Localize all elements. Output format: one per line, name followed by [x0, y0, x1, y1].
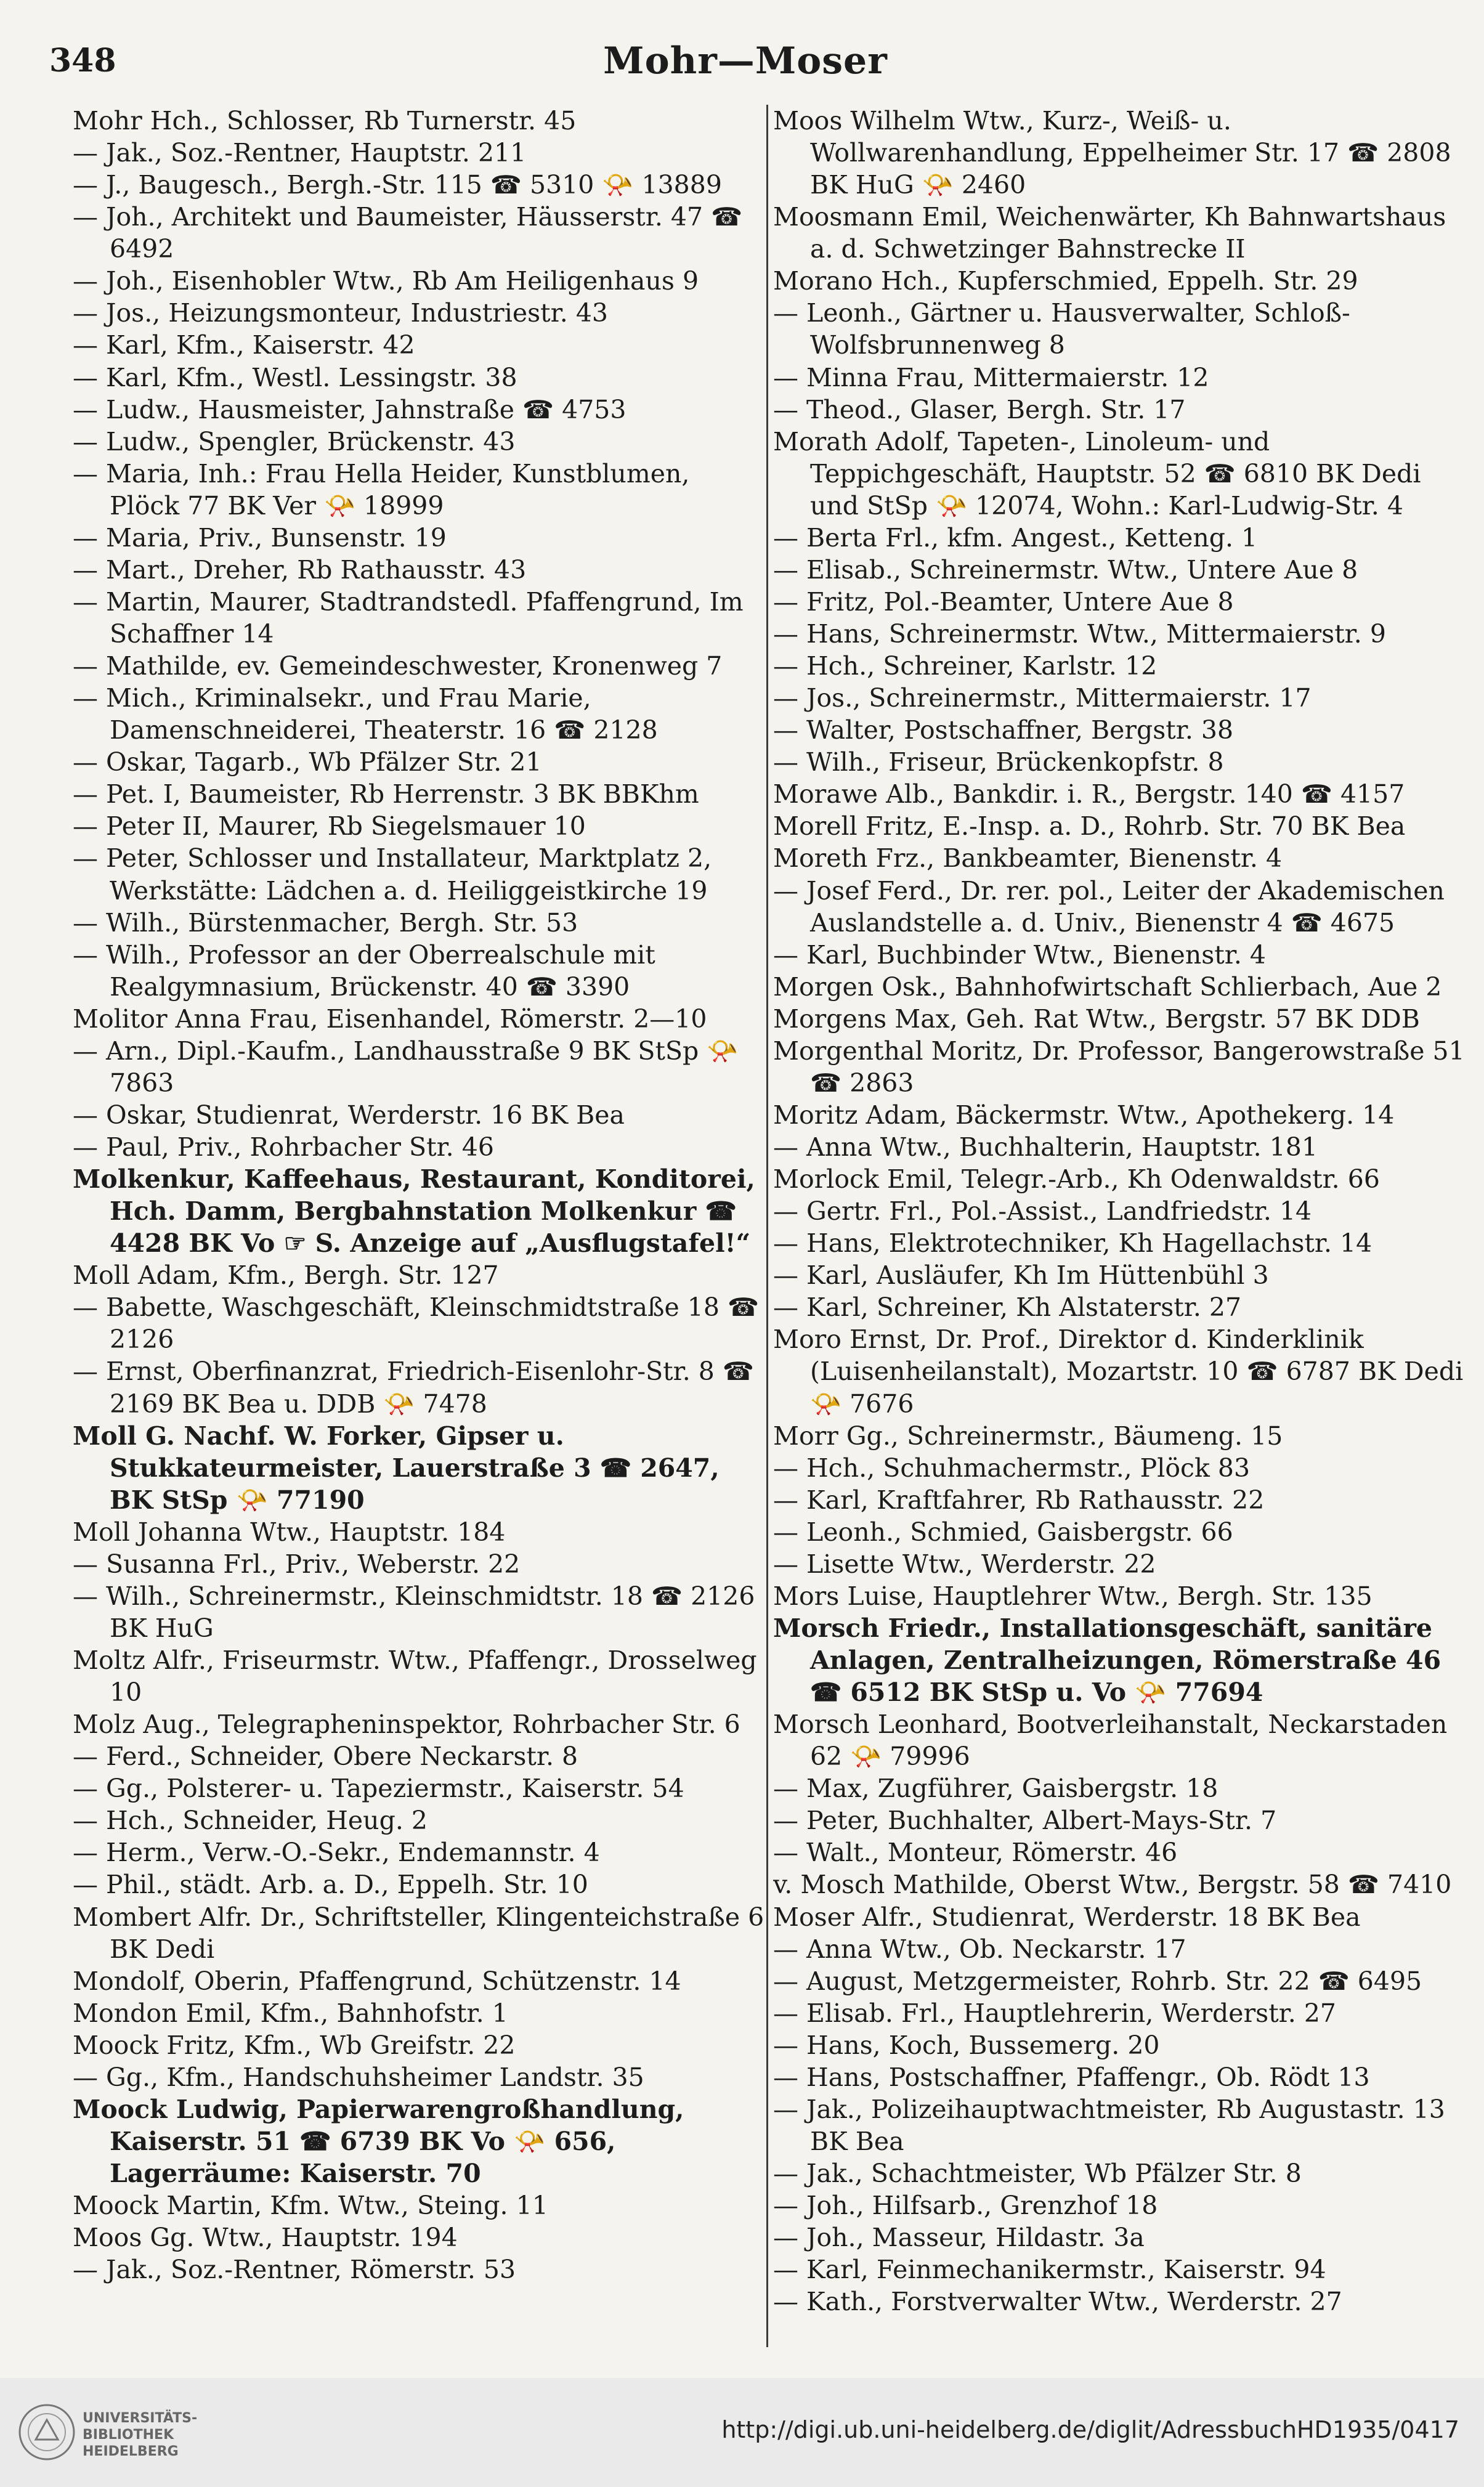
directory-entry: — Elisab. Frl., Hauptlehrerin, Werderstr. 27 [773, 1998, 1337, 2028]
directory-entry: v. Mosch Mathilde, Oberst Wtw., Bergstr. 58 ☎ 7410 [773, 1870, 1452, 1900]
directory-entry: — Gg., Kfm., Handschuhsheimer Landstr. 35 [73, 2062, 644, 2092]
directory-entry: — Walter, Postschaffner, Bergstr. 38 [773, 715, 1234, 745]
directory-entry: — Peter II, Maurer, Rb Siegelsmauer 10 [73, 811, 586, 842]
directory-entry: — Theod., Glaser, Bergh. Str. 17 [773, 394, 1186, 424]
directory-entry: — Joh., Eisenhobler Wtw., Rb Am Heiligenhaus 9 [73, 266, 699, 296]
directory-entry: Morsch Friedr., Installationsgeschäft, sanitäre Anlagen, Zentralheizungen, Römerstraße 46 ☎ 6512 BK StSp u. Vo 📯 77694 [773, 1613, 1441, 1708]
column-divider [766, 105, 768, 2347]
directory-entry: — Jak., Polizeihauptwachtmeister, Rb Augustastr. 13 BK Bea [773, 2094, 1445, 2156]
directory-entry: — Ludw., Hausmeister, Jahnstraße ☎ 4753 [73, 394, 626, 424]
directory-entry: Moosmann Emil, Weichenwärter, Kh Bahnwartshaus a. d. Schwetzinger Bahnstrecke II [773, 202, 1446, 264]
directory-entry: Mondon Emil, Kfm., Bahnhofstr. 1 [73, 1998, 508, 2028]
directory-entry: — Joh., Hilfsarb., Grenzhof 18 [773, 2191, 1158, 2221]
directory-entry: Mombert Alfr. Dr., Schriftsteller, Klingenteichstraße 6 BK Dedi [73, 1902, 764, 1964]
directory-entry: — Mart., Dreher, Rb Rathausstr. 43 [73, 554, 527, 585]
directory-entry: — Hch., Schneider, Heug. 2 [73, 1806, 428, 1836]
directory-entry: — Lisette Wtw., Werderstr. 22 [773, 1549, 1156, 1579]
source-url-link[interactable]: http://digi.ub.uni-heidelberg.de/diglit/AdressbuchHD1935/0417 [721, 2416, 1459, 2443]
directory-entry: — Martin, Maurer, Stadtrandstedl. Pfaffengrund, Im Schaffner 14 [73, 586, 744, 649]
directory-entry: — Jak., Soz.-Rentner, Römerstr. 53 [73, 2255, 516, 2285]
library-name-line: HEIDELBERG [83, 2444, 179, 2459]
directory-entry: — Leonh., Schmied, Gaisbergstr. 66 [773, 1517, 1233, 1547]
library-logo-icon [17, 2403, 76, 2462]
directory-entry: Moll Johanna Wtw., Hauptstr. 184 [73, 1517, 506, 1547]
page-title: Mohr—Moser [603, 39, 888, 83]
directory-entry: — Hans, Koch, Bussemerg. 20 [773, 2030, 1160, 2060]
directory-entry: — Jak., Soz.-Rentner, Hauptstr. 211 [73, 138, 527, 168]
directory-entry: Moos Wilhelm Wtw., Kurz-, Weiß- u. Wollwarenhandlung, Eppelheimer Str. 17 ☎ 2808 BK HuG 📯 2460 [773, 106, 1451, 200]
directory-entry: Molitor Anna Frau, Eisenhandel, Römerstr. 2—10 [73, 1004, 707, 1034]
directory-entry: — Fritz, Pol.-Beamter, Untere Aue 8 [773, 586, 1234, 617]
directory-entry: Moll G. Nachf. W. Forker, Gipser u. Stukkateurmeister, Lauerstraße 3 ☎ 2647, BK StSp 📯 77190 [73, 1421, 720, 1515]
directory-entry: Moock Ludwig, Papierwarengroßhandlung, Kaiserstr. 51 ☎ 6739 BK Vo 📯 656, Lagerräume: Kaiserstr. 70 [73, 2094, 684, 2188]
directory-entry: — Wilh., Professor an der Oberrealschule mit Realgymnasium, Brückenstr. 40 ☎ 3390 [73, 939, 655, 1002]
directory-entry: — Mich., Kriminalsekr., und Frau Marie, Damenschneiderei, Theaterstr. 16 ☎ 2128 [73, 683, 658, 745]
directory-entry: Mondolf, Oberin, Pfaffengrund, Schützenstr. 14 [73, 1966, 681, 1996]
directory-entry: — J., Baugesch., Bergh.-Str. 115 ☎ 5310 📯 13889 [73, 170, 722, 200]
directory-entry: — Gertr. Frl., Pol.-Assist., Landfriedstr. 14 [773, 1196, 1312, 1227]
directory-entry: Molz Aug., Telegrapheninspektor, Rohrbacher Str. 6 [73, 1710, 740, 1740]
directory-entry: — Wilh., Schreinermstr., Kleinschmidtstr. 18 ☎ 2126 BK HuG [73, 1581, 755, 1643]
library-name-line: BIBLIOTHEK [83, 2427, 174, 2443]
directory-entry: Moll Adam, Kfm., Bergh. Str. 127 [73, 1260, 499, 1291]
directory-entry: — Kath., Forstverwalter Wtw., Werderstr. 27 [773, 2287, 1342, 2317]
directory-entry: — Gg., Polsterer- u. Tapeziermstr., Kaiserstr. 54 [73, 1774, 684, 1804]
directory-entry: Moser Alfr., Studienrat, Werderstr. 18 BK Bea [773, 1902, 1361, 1932]
directory-entry: — Babette, Waschgeschäft, Kleinschmidtstraße 18 ☎ 2126 [73, 1292, 760, 1355]
directory-entry: — Anna Wtw., Buchhalterin, Hauptstr. 181 [773, 1132, 1318, 1162]
directory-entry: — Ludw., Spengler, Brückenstr. 43 [73, 426, 516, 456]
directory-entry: Morgen Osk., Bahnhofwirtschaft Schlierbach, Aue 2 [773, 972, 1442, 1002]
directory-entry: — Wilh., Friseur, Brückenkopfstr. 8 [773, 747, 1224, 777]
directory-entry: — Hans, Elektrotechniker, Kh Hagellachstr. 14 [773, 1228, 1372, 1259]
directory-entry: — Walt., Monteur, Römerstr. 46 [773, 1838, 1178, 1868]
directory-entry: — Karl, Kraftfahrer, Rb Rathausstr. 22 [773, 1485, 1265, 1515]
directory-entry: — Minna Frau, Mittermaierstr. 12 [773, 362, 1209, 392]
directory-entry: — Jos., Schreinermstr., Mittermaierstr. 17 [773, 683, 1312, 713]
directory-entry: Moock Fritz, Kfm., Wb Greifstr. 22 [73, 2030, 516, 2060]
directory-entry: — Wilh., Bürstenmacher, Bergh. Str. 53 [73, 907, 578, 938]
directory-entry: — Hans, Postschaffner, Pfaffengr., Ob. Rödt 13 [773, 2062, 1370, 2092]
directory-entry: Morlock Emil, Telegr.-Arb., Kh Odenwaldstr. 66 [773, 1164, 1380, 1195]
page-header [49, 36, 1441, 91]
directory-entry: — Oskar, Tagarb., Wb Pfälzer Str. 21 [73, 747, 542, 777]
directory-entry: — Karl, Feinmechanikermstr., Kaiserstr. 94 [773, 2255, 1326, 2285]
directory-entry: Moltz Alfr., Friseurmstr. Wtw., Pfaffengr., Drosselweg 10 [73, 1645, 757, 1708]
directory-entry: — Susanna Frl., Priv., Weberstr. 22 [73, 1549, 521, 1579]
directory-entry: — Josef Ferd., Dr. rer. pol., Leiter der Akademischen Auslandstelle a. d. Univ., Bienenstr 4 ☎ 4675 [773, 875, 1445, 938]
directory-entry: — Jos., Heizungsmonteur, Industriestr. 43 [73, 298, 608, 328]
directory-entry: — Maria, Inh.: Frau Hella Heider, Kunstblumen, Plöck 77 BK Ver 📯 18999 [73, 458, 690, 521]
directory-entry: Morr Gg., Schreinermstr., Bäumeng. 15 [773, 1421, 1283, 1451]
directory-entry: — Jak., Schachtmeister, Wb Pfälzer Str. 8 [773, 2159, 1302, 2188]
footer-bar [0, 2378, 1484, 2487]
directory-entry: — Joh., Masseur, Hildastr. 3a [773, 2223, 1145, 2253]
left-column [73, 105, 766, 2347]
directory-entry: Morell Fritz, E.-Insp. a. D., Rohrb. Str. 70 BK Bea [773, 811, 1406, 842]
directory-entry: — Peter, Schlosser und Installateur, Marktplatz 2, Werkstätte: Lädchen a. d. Heiliggeistkirche 19 [73, 843, 712, 906]
directory-entry: — Leonh., Gärtner u. Hausverwalter, Schloß-Wolfsbrunnenweg 8 [773, 298, 1350, 360]
directory-entry: — Anna Wtw., Ob. Neckarstr. 17 [773, 1934, 1186, 1964]
directory-entry: Moock Martin, Kfm. Wtw., Steing. 11 [73, 2191, 548, 2221]
directory-entry: — Joh., Architekt und Baumeister, Häusserstr. 47 ☎ 6492 [73, 202, 743, 264]
directory-entry: — Pet. I, Baumeister, Rb Herrenstr. 3 BK BBKhm [73, 779, 699, 809]
directory-entry: Moreth Frz., Bankbeamter, Bienenstr. 4 [773, 843, 1283, 874]
page-number: 348 [49, 42, 116, 79]
directory-entry: — Elisab., Schreinermstr. Wtw., Untere Aue 8 [773, 554, 1358, 585]
directory-entry: — Phil., städt. Arb. a. D., Eppelh. Str. 10 [73, 1870, 588, 1900]
directory-entry: — Karl, Kfm., Westl. Lessingstr. 38 [73, 362, 517, 392]
library-name [83, 2410, 197, 2460]
directory-entry: — Max, Zugführer, Gaisbergstr. 18 [773, 1774, 1218, 1804]
directory-entry: — Mathilde, ev. Gemeindeschwester, Kronenweg 7 [73, 651, 723, 681]
directory-entry: — Ernst, Oberfinanzrat, Friedrich-Eisenlohr-Str. 8 ☎ 2169 BK Bea u. DDB 📯 7478 [73, 1357, 754, 1419]
directory-entry: — Karl, Ausläufer, Kh Im Hüttenbühl 3 [773, 1260, 1269, 1291]
directory-entry: — Maria, Priv., Bunsenstr. 19 [73, 522, 447, 553]
directory-entry: — Karl, Kfm., Kaiserstr. 42 [73, 330, 415, 360]
directory-entry: — Peter, Buchhalter, Albert-Mays-Str. 7 [773, 1806, 1277, 1836]
directory-entry: — Arn., Dipl.-Kaufm., Landhausstraße 9 BK StSp 📯 7863 [73, 1036, 739, 1098]
directory-entry: Mohr Hch., Schlosser, Rb Turnerstr. 45 [73, 106, 577, 136]
directory-entry: — Ferd., Schneider, Obere Neckarstr. 8 [73, 1742, 578, 1772]
directory-entry: — Karl, Schreiner, Kh Alstaterstr. 27 [773, 1292, 1242, 1323]
directory-entry: — Herm., Verw.-O.-Sekr., Endemannstr. 4 [73, 1838, 600, 1868]
directory-entry: — Karl, Buchbinder Wtw., Bienenstr. 4 [773, 939, 1266, 970]
directory-entry: Molkenkur, Kaffeehaus, Restaurant, Konditorei, Hch. Damm, Bergbahnstation Molkenkur ☎ 4428 BK Vo ☞ S. Anzeige auf „Ausflugstafel!“ [73, 1164, 755, 1259]
directory-entry: Morano Hch., Kupferschmied, Eppelh. Str. 29 [773, 266, 1358, 296]
directory-entry: Morgens Max, Geh. Rat Wtw., Bergstr. 57 BK DDB [773, 1004, 1420, 1034]
directory-entry: Morsch Leonhard, Bootverleihanstalt, Neckarstaden 62 📯 79996 [773, 1710, 1448, 1772]
directory-entry: Morawe Alb., Bankdir. i. R., Bergstr. 140 ☎ 4157 [773, 779, 1405, 809]
right-column [773, 105, 1466, 2347]
directory-entry: — Hch., Schuhmachermstr., Plöck 83 [773, 1453, 1251, 1483]
directory-entry: — Hans, Schreinermstr. Wtw., Mittermaierstr. 9 [773, 619, 1386, 649]
directory-entry: Mors Luise, Hauptlehrer Wtw., Bergh. Str. 135 [773, 1581, 1372, 1611]
directory-entry: — Paul, Priv., Rohrbacher Str. 46 [73, 1132, 494, 1162]
directory-entry: Moritz Adam, Bäckermstr. Wtw., Apothekerg. 14 [773, 1100, 1395, 1130]
library-name-line: UNIVERSITÄTS- [83, 2411, 198, 2426]
directory-entry: — August, Metzgermeister, Rohrb. Str. 22 ☎ 6495 [773, 1966, 1422, 1996]
directory-entry: — Hch., Schreiner, Karlstr. 12 [773, 651, 1158, 681]
directory-entry: — Berta Frl., kfm. Angest., Ketteng. 1 [773, 522, 1258, 553]
directory-entry: Moro Ernst, Dr. Prof., Direktor d. Kinderklinik (Luisenheilanstalt), Mozartstr. 10 ☎ 6787 BK Dedi 📯 7676 [773, 1325, 1464, 1419]
directory-entry: — Oskar, Studienrat, Werderstr. 16 BK Bea [73, 1100, 625, 1130]
directory-entry: Morath Adolf, Tapeten-, Linoleum- und Teppichgeschäft, Hauptstr. 52 ☎ 6810 BK Dedi und StSp 📯 12074, Wohn.: Karl-Ludwig-Str. 4 [773, 426, 1421, 521]
directory-entry: Moos Gg. Wtw., Hauptstr. 194 [73, 2223, 458, 2253]
directory-entry: Morgenthal Moritz, Dr. Professor, Bangerowstraße 51 ☎ 2863 [773, 1036, 1465, 1098]
